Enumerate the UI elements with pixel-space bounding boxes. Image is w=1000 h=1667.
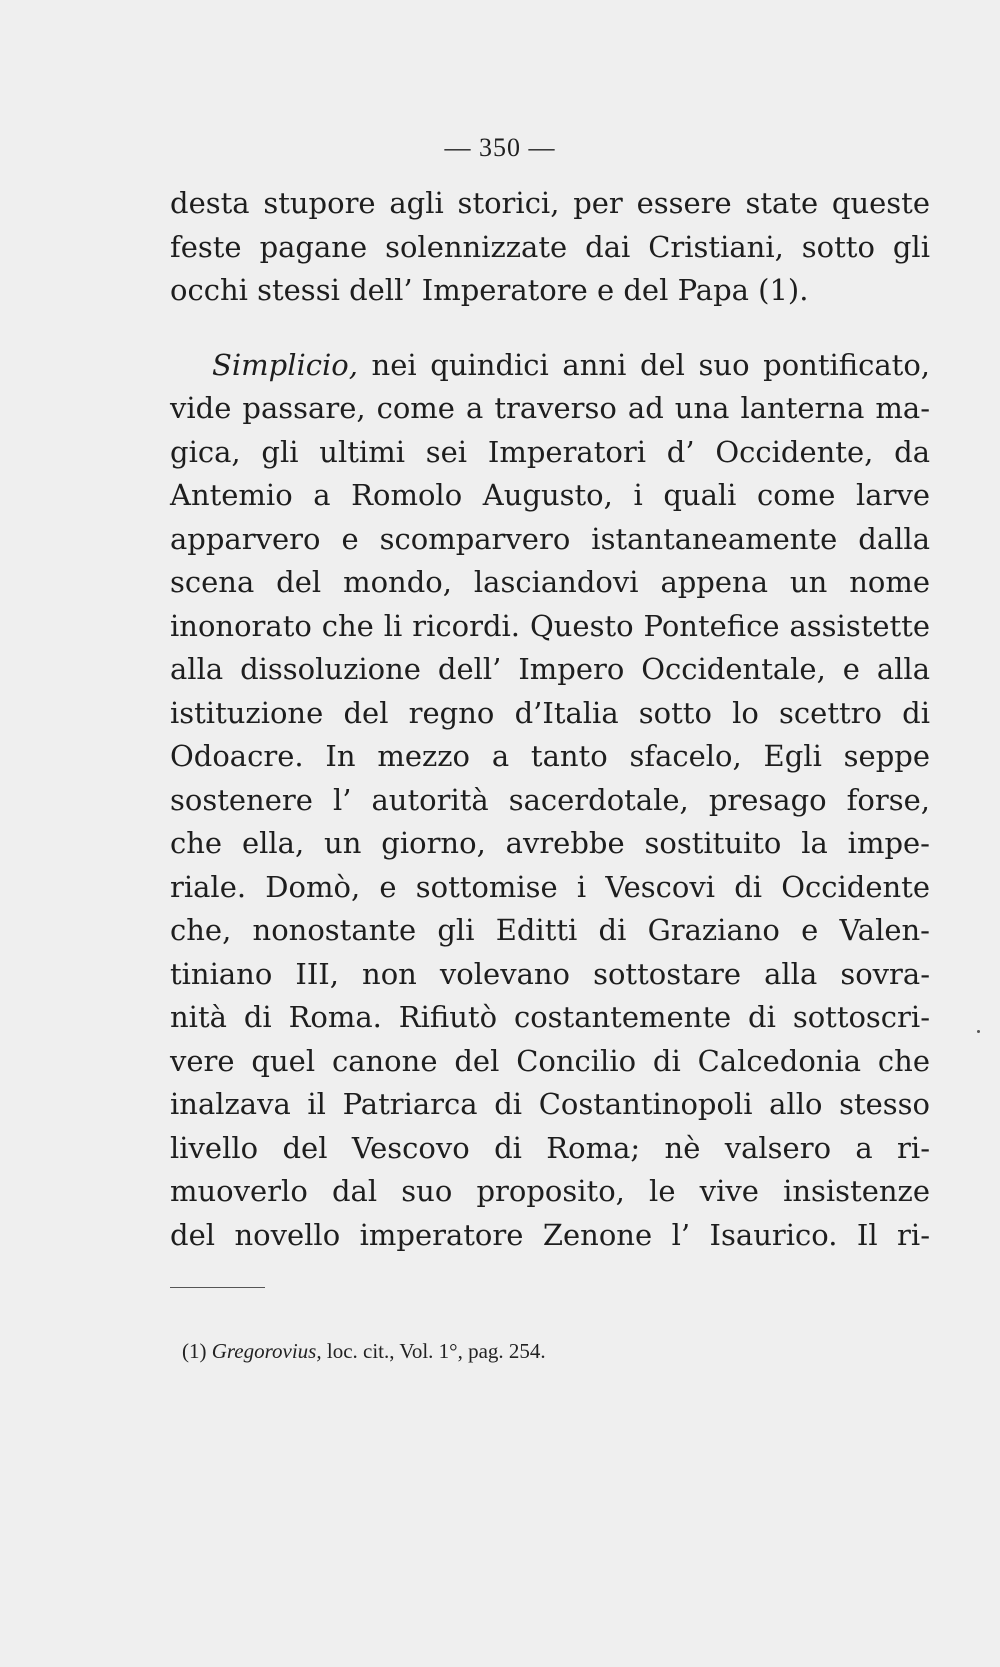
footnote: [182, 1339, 546, 1364]
text-line: Odoacre. In mezzo a tanto sfacelo, Egli seppe: [170, 739, 930, 773]
text-line: istituzione del regno d’Italia sotto lo scettro di: [170, 695, 930, 730]
text-line: gica, gli ultimi sei Imperatori d’ Occidente, da: [170, 434, 930, 469]
footnote-author: Gregorovius,: [211, 1339, 322, 1363]
text-line: Antemio a Romolo Augusto, i quali come larve: [170, 478, 930, 512]
text-line: livello del Vescovo di Roma; nè valsero a ri-: [170, 1130, 930, 1165]
text-line: feste pagane solennizzate dai Cristiani, sotto gli: [170, 229, 930, 264]
text-line: che ella, un giorno, avrebbe sostituito la impe-: [170, 826, 930, 860]
text-line: inalzava il Patriarca di Costantinopoli allo stesso: [170, 1087, 930, 1121]
text-line: [170, 344, 930, 388]
text-fragment: nei quindici anni del suo pontificato,: [357, 347, 930, 382]
text-line: muoverlo dal suo proposito, le vive insistenze: [170, 1174, 930, 1208]
text-line: occhi stessi dell’ Imperatore e del Papa (1).: [170, 273, 809, 307]
text-line: vide passare, come a traverso ad una lanterna ma-: [170, 391, 930, 425]
text-line: del novello imperatore Zenone l’ Isaurico. Il ri-: [170, 1217, 930, 1252]
page-number: — 350 —: [444, 133, 556, 162]
text-line: tiniano III, non volevano sottostare alla sovra-: [170, 956, 930, 991]
emphasized-name: Simplicio,: [212, 347, 358, 382]
footnote-reference: loc. cit., Vol. 1°, pag. 254.: [321, 1339, 546, 1363]
text-line: sostenere l’ autorità sacerdotale, presago forse,: [170, 782, 930, 817]
paragraph-2: [170, 344, 930, 1258]
text-line: che, nonostante gli Editti di Graziano e Valen-: [170, 913, 930, 947]
text-line: alla dissoluzione dell’ Impero Occidentale, e alla: [170, 652, 930, 686]
text-line: desta stupore agli storici, per essere state queste: [170, 186, 930, 220]
text-line: apparvero e scomparvero istantaneamente dalla: [170, 521, 930, 556]
paragraph-gap: [170, 313, 930, 344]
body-text: [170, 182, 930, 1257]
footnote-rule: [170, 1287, 265, 1288]
text-line: nità di Roma. Rifiutò costantemente di sottoscri-: [170, 1000, 930, 1034]
text-line: inonorato che li ricordi. Questo Pontefice assistette: [170, 608, 930, 643]
text-line: scena del mondo, lasciandovi appena un nome: [170, 565, 930, 599]
text-line: vere quel canone del Concilio di Calcedonia che: [170, 1043, 930, 1078]
paragraph-1: [170, 182, 930, 313]
footnote-marker: (1): [182, 1339, 207, 1363]
text-line: riale. Domò, e sottomise i Vescovi di Occidente: [170, 869, 930, 904]
paper-speck: [977, 1030, 980, 1033]
